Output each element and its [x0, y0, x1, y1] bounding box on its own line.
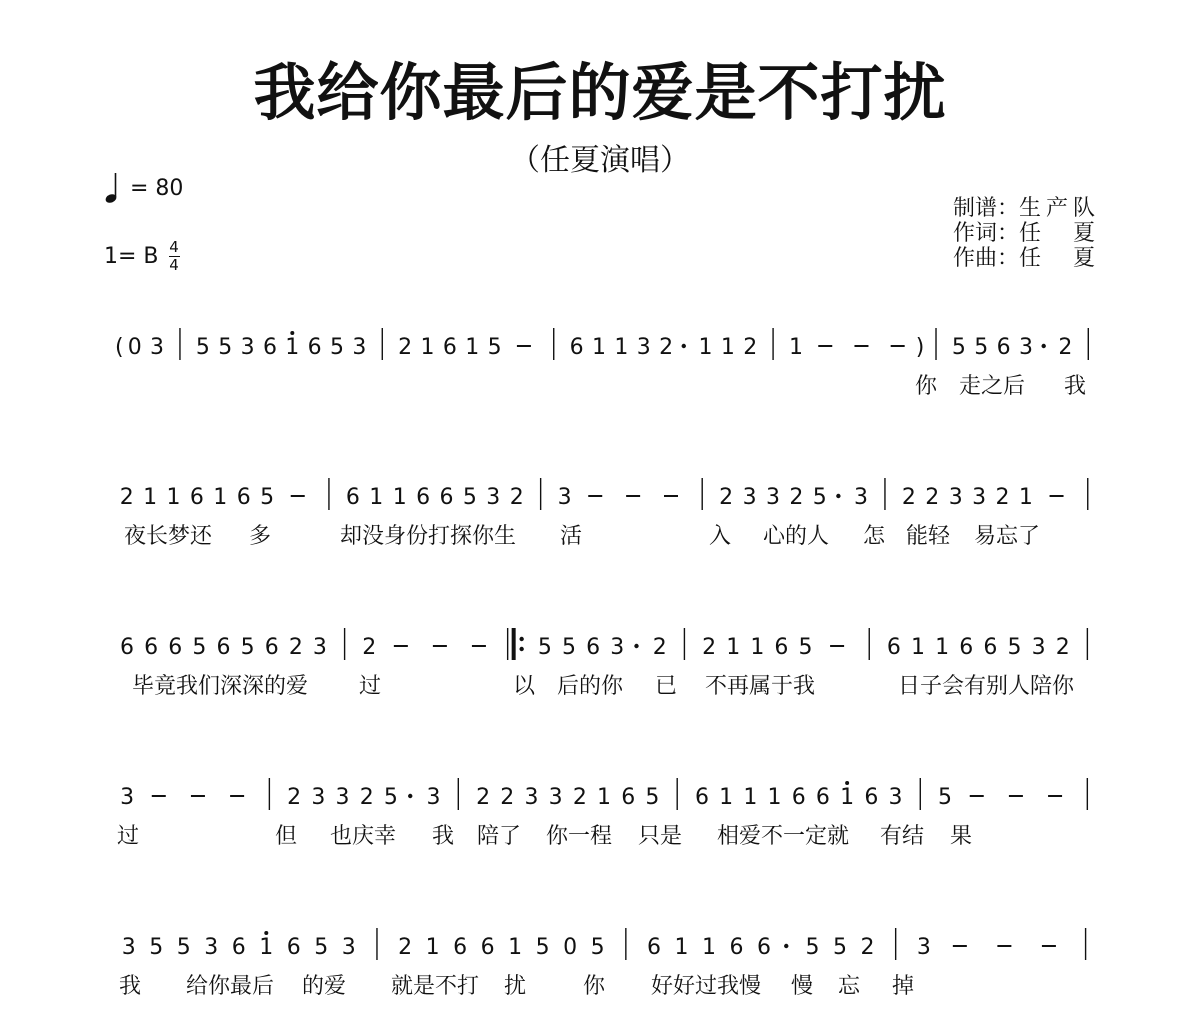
note-digit: 5 — [149, 935, 164, 960]
note-digit: 5 — [590, 935, 605, 960]
note-digit: 1 — [465, 335, 480, 360]
note-digit: 6 — [286, 935, 301, 960]
lyric-text: 但 — [275, 824, 298, 849]
note-digit: 3 — [765, 485, 780, 510]
augmentation-dot — [682, 344, 686, 348]
note-digit: 1 — [726, 635, 741, 660]
note-digit: 6 — [216, 635, 231, 660]
lyric-text: 不再属于我 — [705, 674, 816, 699]
note-digit: 1 — [674, 935, 689, 960]
note-digit: 1 — [369, 485, 384, 510]
lyric-text: 慢 — [791, 974, 814, 999]
key-signature — [104, 236, 180, 276]
note-digit: 6 — [586, 635, 601, 660]
lyric-text: 也庆幸 — [330, 824, 397, 849]
music-system — [0, 316, 1200, 426]
lyric-text: 毕竟我们深深的爱 — [132, 674, 309, 699]
note-digit: 2 — [359, 785, 374, 810]
note-digit: 2 — [925, 485, 940, 510]
note-digit: 1 — [143, 485, 158, 510]
note-digit: 3 — [1018, 335, 1033, 360]
note-digit: 6 — [757, 935, 772, 960]
note-digit: 1 — [767, 785, 782, 810]
note-digit: 3 — [204, 935, 219, 960]
music-system — [0, 766, 1200, 876]
notation-line — [0, 766, 1200, 822]
note-digit: 1 — [719, 785, 734, 810]
lyric-text: 掉 — [892, 974, 915, 999]
note-digit: 3 — [948, 485, 963, 510]
note-digit: 3 — [916, 935, 931, 960]
note-digit: 3 — [636, 335, 651, 360]
note-digit: 5 — [240, 635, 255, 660]
note-digit: 5 — [1007, 635, 1022, 660]
lyric-text: 我 — [1064, 374, 1087, 399]
note-digit: 2 — [652, 635, 667, 660]
key-label: 1= B — [104, 243, 159, 269]
note-digit: 1 — [392, 485, 407, 510]
lyric-text: 我 — [119, 974, 142, 999]
bracket: ( — [114, 335, 124, 360]
note-digit: 6 — [231, 935, 246, 960]
note-digit: 2 — [702, 635, 717, 660]
note-digit: 5 — [314, 935, 329, 960]
note-digit: 2 — [789, 485, 804, 510]
lyric-text: 后的你 — [557, 674, 624, 699]
lyric-text: 你一程 — [546, 824, 613, 849]
note-digit: 1 — [591, 335, 606, 360]
music-system — [0, 466, 1200, 576]
note-digit: 6 — [621, 785, 636, 810]
note-digit: 2 — [119, 485, 134, 510]
note-digit: 6 — [264, 635, 279, 660]
note-digit: 5 — [805, 935, 820, 960]
octave-dot — [264, 931, 268, 935]
notation-line — [0, 466, 1200, 522]
note-digit: 1 — [702, 935, 717, 960]
note-digit: 1 — [911, 635, 926, 660]
note-digit: 5 — [535, 935, 550, 960]
note-digit: 6 — [168, 635, 183, 660]
note-digit: 5 — [938, 785, 953, 810]
note-digit: 5 — [487, 335, 502, 360]
note-digit: 3 — [742, 485, 757, 510]
time-signature-top: 4 — [169, 237, 179, 256]
note-digit: 1 — [285, 335, 300, 360]
lyric-text: 好好过我慢 — [651, 974, 762, 999]
note-digit: 2 — [500, 785, 515, 810]
note-digit: 3 — [972, 485, 987, 510]
note-digit: 3 — [853, 485, 868, 510]
tempo-value: = 80 — [130, 175, 184, 201]
note-digit: 2 — [860, 935, 875, 960]
note-digit: 3 — [524, 785, 539, 810]
note-digit: 5 — [383, 785, 398, 810]
lyric-text: 只是 — [638, 824, 683, 849]
lyric-text: 你 — [915, 374, 938, 399]
lyric-text: 却没身份打探你生 — [340, 524, 517, 549]
note-digit: 1 — [698, 335, 713, 360]
lyric-text: 走之后 — [959, 374, 1026, 399]
lyric-text: 给你最后 — [186, 974, 275, 999]
note-digit: 3 — [335, 785, 350, 810]
credits — [953, 196, 1095, 271]
note-digit: 5 — [951, 335, 966, 360]
notation-line — [0, 616, 1200, 672]
note-digit: 5 — [832, 935, 847, 960]
note-digit: 6 — [120, 635, 135, 660]
lyric-text: 就是不打 — [391, 974, 480, 999]
note-digit: 6 — [774, 635, 789, 660]
note-digit: 6 — [694, 785, 709, 810]
note-digit: 3 — [312, 635, 327, 660]
note-digit: 3 — [888, 785, 903, 810]
note-digit: 1 — [597, 785, 612, 810]
note-digit: 1 — [720, 335, 735, 360]
notation-line — [0, 916, 1200, 972]
note-digit: 2 — [288, 635, 303, 660]
note-digit: 2 — [476, 785, 491, 810]
music-system — [0, 916, 1200, 1026]
time-signature-bottom: 4 — [169, 255, 179, 274]
note-digit: 3 — [1031, 635, 1046, 660]
quarter-note-icon — [104, 171, 118, 205]
augmentation-dot — [408, 794, 412, 798]
note-digit: 5 — [812, 485, 827, 510]
note-digit: 5 — [330, 335, 345, 360]
note-digit: 2 — [901, 485, 916, 510]
lyric-text: 忘 — [838, 974, 861, 999]
note-digit: 2 — [572, 785, 587, 810]
lyric-text: 扰 — [504, 974, 527, 999]
note-digit: 1 — [935, 635, 950, 660]
note-digit: 5 — [798, 635, 813, 660]
repeat-sign — [508, 628, 524, 660]
note-digit: 6 — [345, 485, 360, 510]
lyric-text: 夜长梦还 — [124, 524, 213, 549]
note-digit: 1 — [213, 485, 228, 510]
note-digit: 1 — [840, 785, 855, 810]
lyric-text: 多 — [249, 524, 272, 549]
note-digit: 1 — [425, 935, 440, 960]
note-digit: 0 — [563, 935, 578, 960]
note-digit: 2 — [995, 485, 1010, 510]
note-digit: 6 — [453, 935, 468, 960]
credit-composer: 作曲： 任 夏 — [953, 246, 1096, 271]
note-digit: 1 — [750, 635, 765, 660]
lyric-text: 果 — [950, 824, 973, 849]
bracket: ) — [915, 335, 925, 360]
note-digit: 6 — [189, 485, 204, 510]
note-digit: 6 — [791, 785, 806, 810]
note-digit: 3 — [426, 785, 441, 810]
note-digit: 1 — [614, 335, 629, 360]
note-digit: 5 — [176, 935, 191, 960]
note-digit: 1 — [420, 335, 435, 360]
note-digit: 3 — [610, 635, 625, 660]
note-digit: 3 — [240, 335, 255, 360]
note-digit: 6 — [729, 935, 744, 960]
note-digit: 3 — [150, 335, 165, 360]
lyric-text: 相爱不一定就 — [717, 824, 850, 849]
lyric-text: 我 — [432, 824, 455, 849]
note-digit: 3 — [121, 935, 136, 960]
note-digit: 5 — [260, 485, 275, 510]
note-digit: 6 — [815, 785, 830, 810]
lyric-text: 怎 — [863, 524, 886, 549]
note-digit: 6 — [646, 935, 661, 960]
note-digit: 6 — [886, 635, 901, 660]
note-digit: 2 — [509, 485, 524, 510]
note-digit: 6 — [144, 635, 159, 660]
lyric-text: 的爱 — [302, 974, 347, 999]
note-digit: 2 — [719, 485, 734, 510]
note-digit: 2 — [398, 935, 413, 960]
lyric-text: 陪了 — [477, 824, 522, 849]
note-digit: 5 — [645, 785, 660, 810]
lyric-text: 已 — [655, 674, 678, 699]
note-digit: 6 — [996, 335, 1011, 360]
augmentation-dot — [836, 494, 840, 498]
notation-line — [0, 316, 1200, 372]
note-digit: 1 — [788, 335, 803, 360]
note-digit: 6 — [959, 635, 974, 660]
note-digit: 3 — [548, 785, 563, 810]
score-subtitle: （任夏演唱） — [510, 143, 690, 178]
octave-dot — [290, 331, 294, 335]
note-digit: 6 — [236, 485, 251, 510]
note-digit: 3 — [341, 935, 356, 960]
note-digit: 5 — [195, 335, 210, 360]
note-digit: 3 — [311, 785, 326, 810]
note-digit: 6 — [864, 785, 879, 810]
note-digit: 2 — [1055, 635, 1070, 660]
note-digit: 3 — [352, 335, 367, 360]
music-system — [0, 616, 1200, 726]
note-digit: 5 — [218, 335, 233, 360]
note-digit: 5 — [462, 485, 477, 510]
lyric-text: 有结 — [880, 824, 925, 849]
note-digit: 5 — [192, 635, 207, 660]
note-digit: 2 — [362, 635, 377, 660]
octave-dot — [845, 781, 849, 785]
note-digit: 3 — [486, 485, 501, 510]
note-digit: 6 — [983, 635, 998, 660]
credit-lyricist: 作词： 任 夏 — [953, 221, 1096, 246]
score-title: 我给你最后的爱是不打扰 — [253, 56, 947, 129]
lyric-text: 活 — [560, 524, 583, 549]
note-digit: 2 — [659, 335, 674, 360]
lyric-text: 入 — [709, 524, 732, 549]
time-signature — [169, 237, 180, 274]
note-digit: 6 — [416, 485, 431, 510]
lyric-text: 心的人 — [763, 524, 830, 549]
lyric-text: 你 — [583, 974, 606, 999]
lyric-text: 过 — [117, 824, 140, 849]
note-digit: 1 — [508, 935, 523, 960]
note-digit: 2 — [1058, 335, 1073, 360]
note-digit: 5 — [537, 635, 552, 660]
note-digit: 2 — [743, 335, 758, 360]
lyric-text: 易忘了 — [974, 524, 1041, 549]
note-digit: 1 — [1018, 485, 1033, 510]
note-digit: 6 — [442, 335, 457, 360]
note-digit: 1 — [166, 485, 181, 510]
augmentation-dot — [634, 644, 638, 648]
note-digit: 0 — [127, 335, 142, 360]
tempo-marking — [104, 170, 183, 206]
lyric-text: 日子会有别人陪你 — [898, 674, 1075, 699]
note-digit: 3 — [120, 785, 135, 810]
lyric-text: 以 — [513, 674, 536, 699]
note-digit: 6 — [569, 335, 584, 360]
augmentation-dot — [1041, 344, 1045, 348]
note-digit: 5 — [562, 635, 577, 660]
note-digit: 6 — [480, 935, 495, 960]
note-digit: 2 — [287, 785, 302, 810]
note-digit: 2 — [398, 335, 413, 360]
note-digit: 1 — [743, 785, 758, 810]
lyric-text: 过 — [359, 674, 382, 699]
note-digit: 6 — [307, 335, 322, 360]
augmentation-dot — [784, 944, 788, 948]
credit-transcriber: 制谱： 生 产 队 — [953, 196, 1095, 221]
note-digit: 6 — [262, 335, 277, 360]
note-digit: 3 — [557, 485, 572, 510]
note-digit: 1 — [259, 935, 274, 960]
lyric-text: 能轻 — [906, 524, 951, 549]
note-digit: 5 — [974, 335, 989, 360]
note-digit: 6 — [439, 485, 454, 510]
